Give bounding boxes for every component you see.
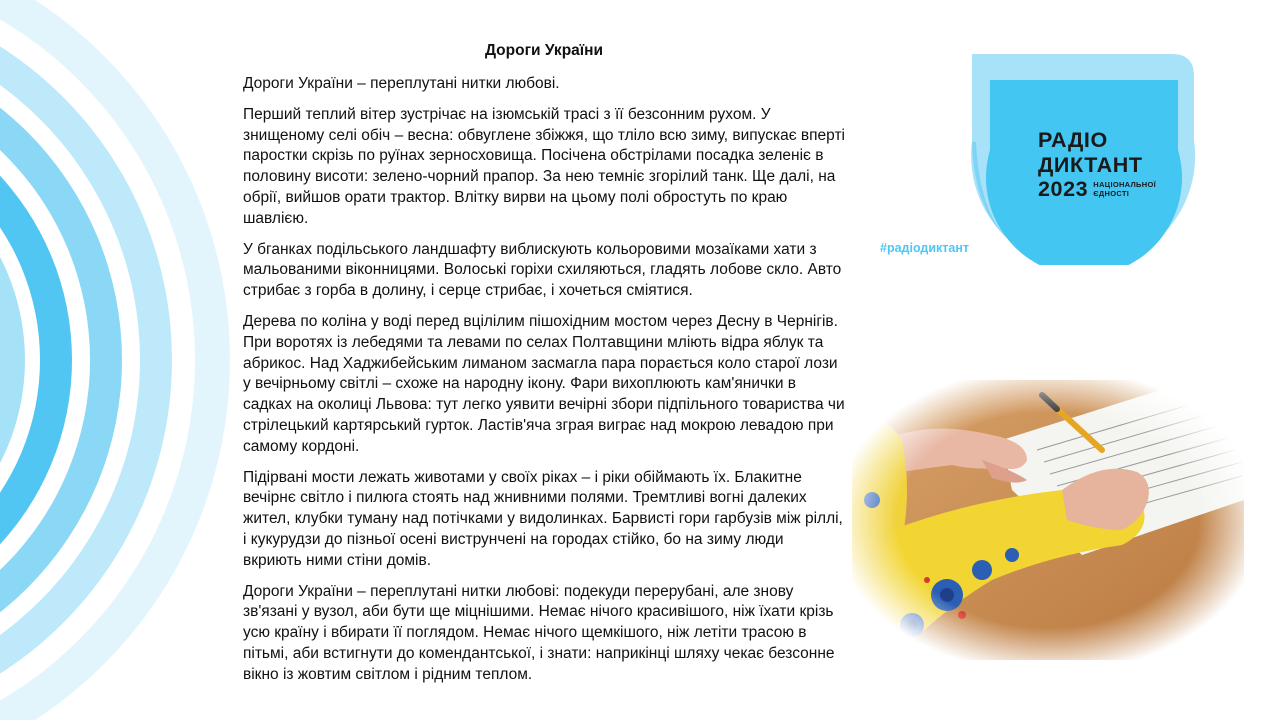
paragraph: Підірвані мости лежать животами у своїх ріках – і ріки обіймають їх. Блакитне вечірнє світло і пилюга стоять над жнивними полями. Тремтливі вогні далеких жител, клубки туману над потічками у видолинках. Барвисті гори гарбузів між ріллі, і кукурудзи до пізньої осені виструнчені на городах стійко, бо на зиму люди вкриють ними стіни домів. <box>243 468 843 569</box>
paragraph: Дороги України – переплутані нитки любові. <box>243 75 560 92</box>
logo-line-dictant: ДИКТАНТ <box>1038 152 1143 177</box>
decorative-arcs <box>0 0 230 720</box>
paragraph: Дороги України – переплутані нитки любові: подекуди перерубані, але знову зв'язані у вузол, аби бути ще міцнішими. Немає нічого красивішого, ніж їхати крізь усю країну і вбирати її поглядом. Немає нічого щемкішого, ніж летіти трасою в пітьмі, аби встигнути до комендантської, і знати: наприкінці шляху чекає безсонне вікно із жовтим світлом і рідним теплом. <box>243 582 835 683</box>
logo-year-row <box>1038 177 1156 202</box>
logo-sub-line2: ЄДНОСТІ <box>1093 189 1130 199</box>
dictation-text <box>243 74 845 696</box>
hands-writing-photo <box>852 380 1244 660</box>
logo-subtitle <box>1093 180 1156 198</box>
logo-line-radio: РАДІО <box>1038 128 1108 152</box>
paragraph: У бганках подільського ландшафту виблискують кольоровими мозаїками хати з мальованими віконницями. Волоські горіхи схиляються, гладять лобове скло. Авто стрибає з горба в долину, і серце стрибає, і хочеться сміятися. <box>243 240 842 300</box>
page-title: Дороги України <box>484 42 604 59</box>
logo-year: 2023 <box>1038 177 1089 201</box>
logo-sub-line1: НАЦІОНАЛЬНОЇ <box>1093 180 1156 190</box>
logo-text <box>1038 128 1156 202</box>
hashtag-text: #радіодиктант <box>880 241 970 255</box>
paragraph: Перший теплий вітер зустрічає на ізюмській трасі з її безсонним рухом. У знищеному селі обіч – весна: обвуглене збіжжя, що тліло всю зиму, випускає вперті паростки скрізь по руїнах зерносховища. Посічена обстрілами посадка зеленіє в половину висоти: зелено-чорний прапор. За нею темніє згорілий танк. Ще далі, на обрії, вийшов орати трактор. Влітку вирви на цьому полі обростуть по краю шавлією. <box>243 105 846 227</box>
paragraph: Дерева по коліна у воді перед вцілілим пішохідним мостом через Десну в Чернігів. При воротях із лебедями та левами по селах Полтавщини мліють відра яблук та абрикос. Над Хаджибейським лиманом засмагла пара порається коло старої лози у вечірньому світлі – схоже на народну ікону. Фари вихоплюють кам'янички в садках на околиці Львова: тут легко уявити вечірні збори підпільного товариства чи стрілецький картярський гурток. Ластів'яча зграя виграє над мокрою левадою при самому кордоні. <box>243 312 845 455</box>
